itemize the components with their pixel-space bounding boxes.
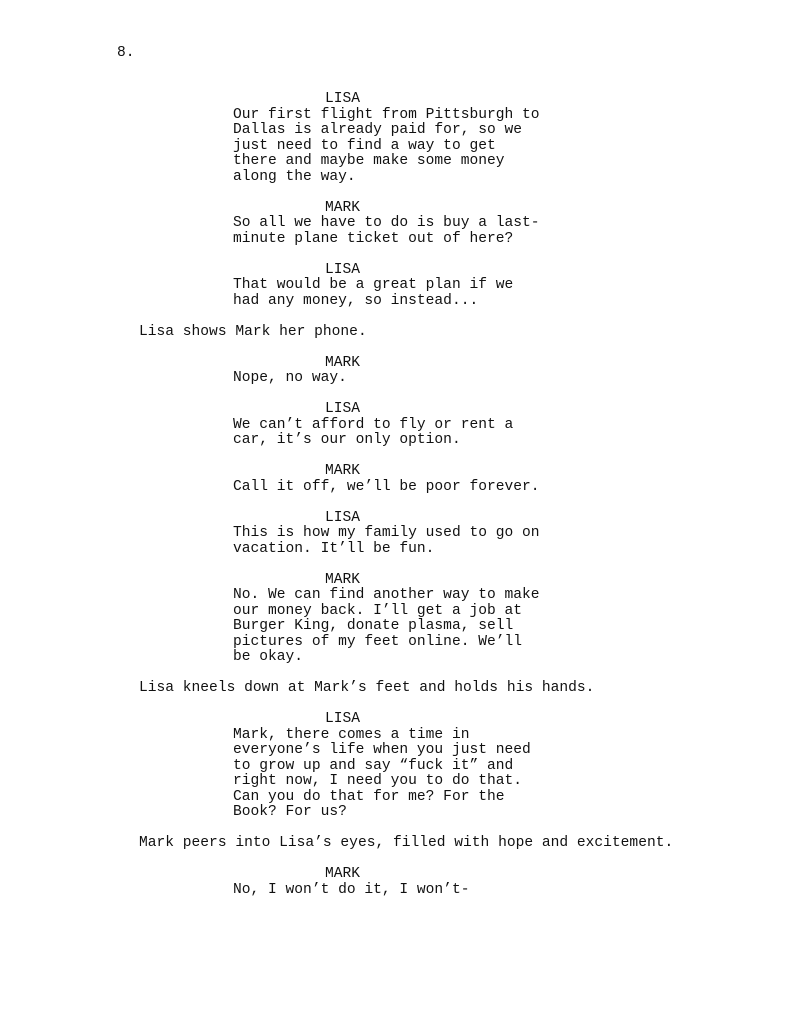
character-name: LISA (325, 91, 361, 107)
dialogue-line: our money back. I’ll get a job at (233, 603, 523, 619)
character-name: LISA (325, 262, 361, 278)
dialogue-line: to grow up and say “fuck it” and (233, 758, 514, 774)
dialogue-line: This is how my family used to go on (233, 525, 540, 541)
dialogue-line: Nope, no way. (233, 370, 347, 386)
dialogue-line: Burger King, donate plasma, sell (233, 618, 514, 634)
dialogue-line: right now, I need you to do that. (233, 773, 523, 789)
dialogue-line: That would be a great plan if we (233, 277, 514, 293)
dialogue-line: So all we have to do is buy a last- (233, 215, 540, 231)
dialogue-line: had any money, so instead... (233, 293, 479, 309)
character-name: MARK (325, 572, 361, 588)
action-line: Mark peers into Lisa’s eyes, filled with hope and excitement. (139, 835, 674, 851)
dialogue-line: minute plane ticket out of here? (233, 231, 514, 247)
character-name: MARK (325, 200, 361, 216)
dialogue-line: pictures of my feet online. We’ll (233, 634, 523, 650)
character-name: LISA (325, 401, 361, 417)
dialogue-line: Dallas is already paid for, so we (233, 122, 523, 138)
dialogue-line: Mark, there comes a time in (233, 727, 470, 743)
dialogue-line: Can you do that for me? For the (233, 789, 505, 805)
dialogue-line: Book? For us? (233, 804, 347, 820)
dialogue-line: there and maybe make some money (233, 153, 505, 169)
dialogue-line: vacation. It’ll be fun. (233, 541, 435, 557)
character-name: MARK (325, 355, 361, 371)
dialogue-line: Our first flight from Pittsburgh to (233, 107, 540, 123)
dialogue-line: No, I won’t do it, I won’t- (233, 882, 470, 898)
dialogue-line: car, it’s our only option. (233, 432, 461, 448)
dialogue-line: just need to find a way to get (233, 138, 496, 154)
dialogue-line: everyone’s life when you just need (233, 742, 531, 758)
character-name: MARK (325, 866, 361, 882)
dialogue-line: along the way. (233, 169, 356, 185)
page-number: 8. (117, 45, 135, 61)
action-line: Lisa kneels down at Mark’s feet and holds his hands. (139, 680, 595, 696)
dialogue-line: No. We can find another way to make (233, 587, 540, 603)
action-line: Lisa shows Mark her phone. (139, 324, 367, 340)
character-name: LISA (325, 510, 361, 526)
dialogue-line: We can’t afford to fly or rent a (233, 417, 514, 433)
dialogue-line: be okay. (233, 649, 304, 665)
character-name: LISA (325, 711, 361, 727)
dialogue-line: Call it off, we’ll be poor forever. (233, 479, 540, 495)
character-name: MARK (325, 463, 361, 479)
